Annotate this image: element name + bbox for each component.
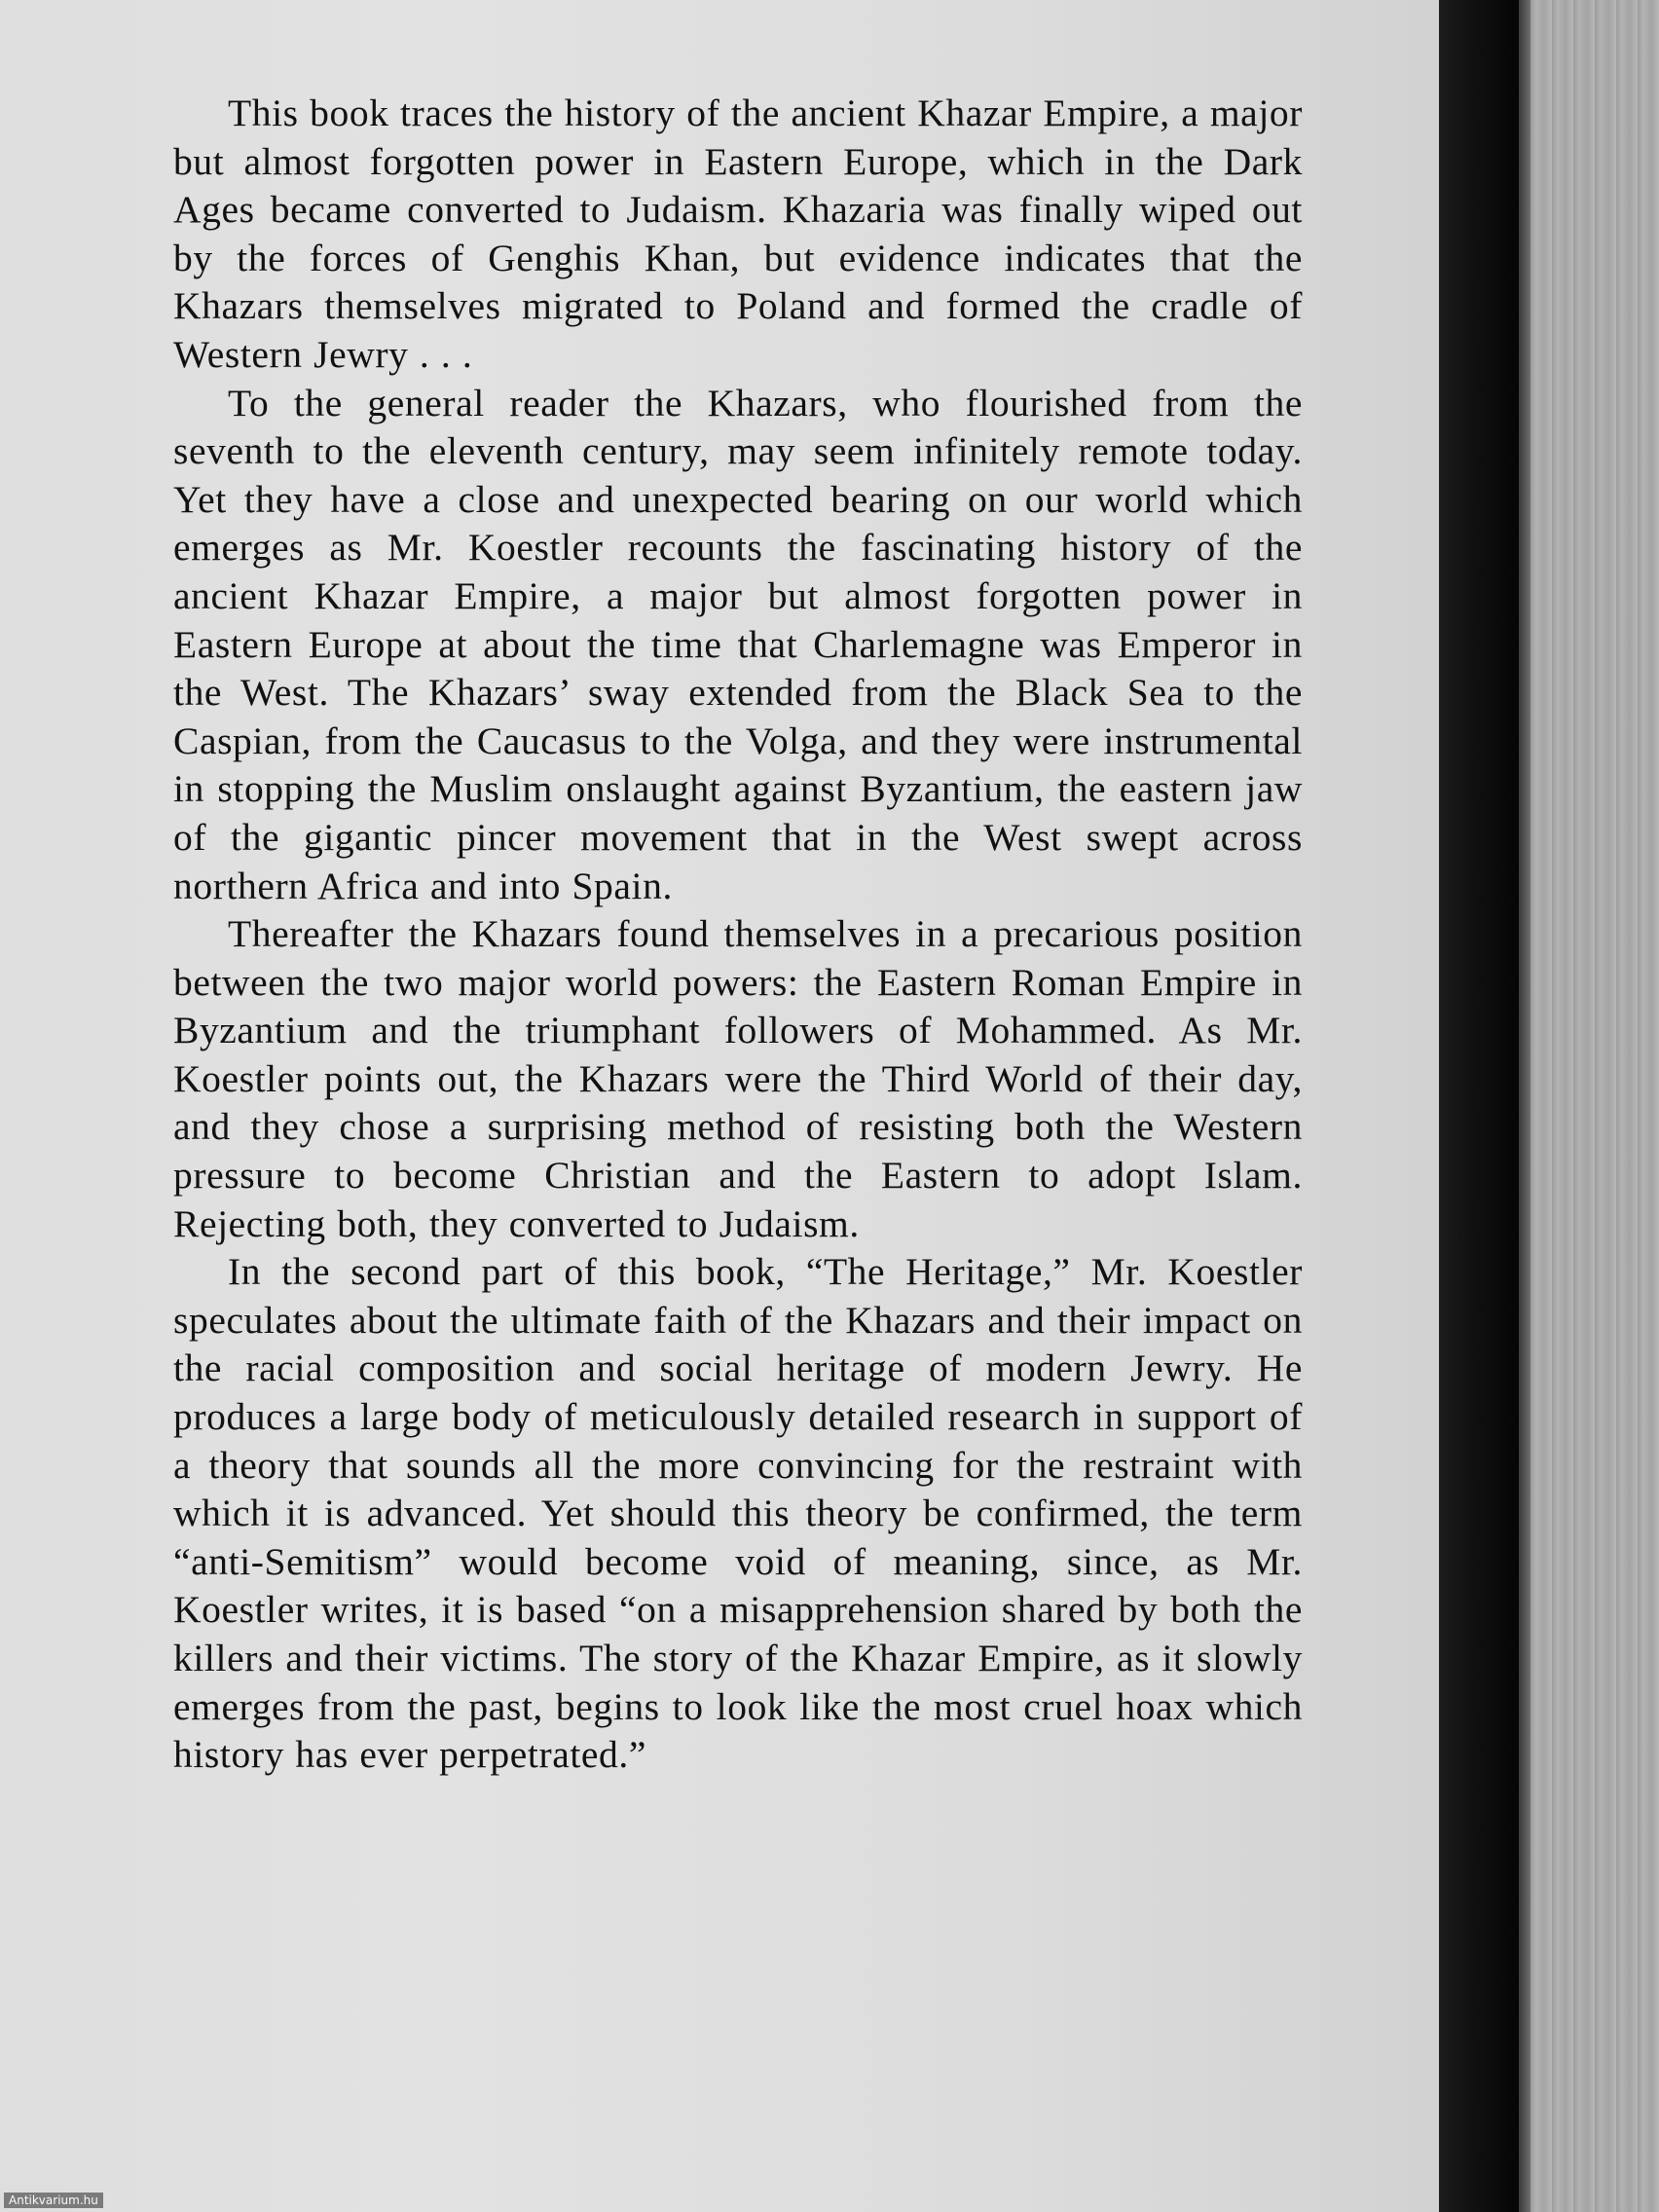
paragraph-2: To the general reader the Khazars, who flourished from the seventh to the eleventh century, may seem infinitely remote today. Yet they have a close and unexpected bearing on our world which emerges as Mr. Koestler recounts the fascinating history of the ancient Khazar Empire, a major but almost forgotten power in Eastern Europe at about the time that Charlemagne was Emperor in the West. The Khazars’ sway extended from the Black Sea to the Caspian, from the Caucasus to the Volga, and they were instrumental in stopping the Muslim onslaught against Byzantium, the eastern jaw of the gigantic pincer movement that in the West swept across northern Africa and into Spain.: [173, 381, 1303, 907]
paragraph-1: This book traces the history of the ancient Khazar Empire, a major but almost forgotten power in Eastern Europe, which in the Dark Ages became converted to Judaism. Khazaria was finally wiped out by the forces of Genghis Khan, but evidence indicates that the Khazars themselves migrated to Poland and formed the cradle of Western Jewry . . .: [173, 92, 1303, 376]
watermark-label: Antikvarium.hu: [4, 2193, 103, 2208]
background-surface: [1530, 0, 1659, 2212]
spine-edge: [1519, 0, 1530, 2212]
paragraph-4: In the second part of this book, “The Heritage,” Mr. Koestler speculates about the ultimate faith of the Khazars and their impact on the racial composition and social heritage of modern Jewry. He produces a large body of meticulously detailed research in support of a theory that sounds all the more convincing for the restraint with which it is advanced. Yet should this theory be confirmed, the term “anti-Semitism” would become void of meaning, since, as Mr. Koestler writes, it is based “on a misapprehension shared by both the killers and their victims. The story of the Khazar Empire, as it slowly emerges from the past, begins to look like the most cruel hoax which history has ever perpetrated.”: [173, 1250, 1303, 1777]
paragraph-3: Thereafter the Khazars found themselves in a precarious position between the two major world powers: the Eastern Roman Empire in Byzantium and the triumphant followers of Mohammed. As Mr. Koestler points out, the Khazars were the Third World of their day, and they chose a surprising method of resisting both the Western pressure to become Christian and the Eastern to adopt Islam. Rejecting both, they converted to Judaism.: [173, 912, 1303, 1245]
flap-text: [173, 90, 1303, 1780]
book-spine: [1439, 0, 1519, 2212]
